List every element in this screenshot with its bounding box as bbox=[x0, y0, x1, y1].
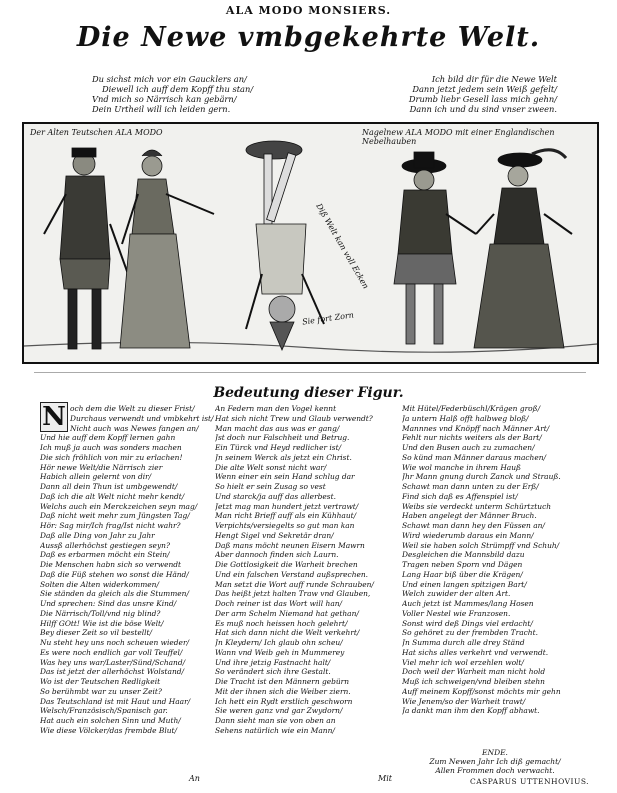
poem-line: So künd man Männer daraus machen/ bbox=[402, 452, 547, 462]
poem-line: Wie wol manche in ihrem Hauß bbox=[402, 462, 521, 472]
poem-line: Daß alle Ding von Jahr zu Jahr bbox=[40, 530, 155, 540]
poem-line: Weibs sie verdeckt unterm Schürtztuch bbox=[402, 501, 552, 511]
poem-line: Aussß allerhöchst gestiegen seyn? bbox=[40, 540, 170, 550]
drop-cap-initial: N bbox=[40, 402, 68, 432]
poem-line: Mit Hütel/Federbüschl/Krägen groß/ bbox=[402, 404, 541, 413]
poem-line: Daß es erbarmen möcht ein Stein/ bbox=[40, 550, 170, 560]
poem-line: Und hie auff dem Kopff lernen gahn bbox=[40, 433, 176, 443]
poem-line: Habich allein gelernt von dir/ bbox=[40, 472, 152, 482]
engraving-panel bbox=[22, 122, 599, 364]
poem-line: Wann vnd Weib geh in Mummerey bbox=[215, 647, 345, 657]
poem-line: Haben angelegt der Männer Bruch. bbox=[402, 511, 537, 521]
poem-line: Nu steht hey uns noch scheuen wieder/ bbox=[40, 638, 190, 647]
poem-line: Der arm Schelm Niemand hat gethan/ bbox=[215, 608, 359, 618]
poem-line: Schawt man dann hey den Füssen an/ bbox=[402, 521, 545, 530]
poem-line: Welchs auch ein Merckzeichen seyn mag/ bbox=[40, 501, 198, 511]
section-title: Bedeutung dieser Figur. bbox=[213, 385, 404, 401]
colophon-line: Allen Frommen doch verwacht. bbox=[435, 766, 555, 775]
poem-line: Doch weil der Warheit man nicht hold bbox=[402, 667, 546, 677]
engraving-label-center: Diß Welt kan voll Ecken bbox=[314, 202, 371, 291]
poem-line: Solten die Alten widerkommen/ bbox=[40, 579, 159, 589]
verse-line: Vnd mich so Närrisch kan gebärn/ bbox=[92, 94, 237, 104]
poem-line: Ein Türck vnd Heyd redlicher ist/ bbox=[215, 443, 342, 452]
poem-line: Und ihre jetzig Fastnacht halt/ bbox=[215, 657, 331, 667]
poem-line: Weil sie haben solch Strümpff vnd Schuh/ bbox=[402, 540, 560, 550]
poem-line: Es muß noch heissen hoch gelehrt/ bbox=[215, 618, 348, 628]
poem-line: So verändert sich ihre Gestalt. bbox=[215, 667, 331, 677]
poem-line: Auch jetzt ist Mammes/lang Hosen bbox=[402, 599, 534, 608]
poem-line: Viel mehr ich wol erzehlen wolt/ bbox=[402, 657, 524, 667]
poem-line: Auff meinem Kopff/sonst möchts mir gehn bbox=[402, 686, 561, 696]
poem-line: Wenn einer ein sein Hand schlug dar bbox=[215, 472, 355, 482]
poem-line: Wie diese Völcker/das frembde Blut/ bbox=[40, 725, 178, 735]
poem-line: Und ein falschen Verstand außsprechen. bbox=[215, 569, 369, 579]
poem-line: Was hey uns war/Laster/Sünd/Schand/ bbox=[40, 657, 186, 667]
poem-line: och dem die Welt zu dieser Frist/ bbox=[70, 404, 195, 413]
poem-line: Bey dieser Zeit so vil bestellt/ bbox=[40, 628, 153, 638]
poem-line: Die alte Welt sonst nicht war/ bbox=[215, 462, 327, 472]
old-german-woman-figure bbox=[120, 150, 214, 348]
poem-line: Durchaus verwendt und vmbkehrt ist/ bbox=[70, 413, 214, 423]
poem-line: An Federn man den Vogel kennt bbox=[215, 404, 337, 413]
header-subtitle: ALA MODO MONSIERS. bbox=[225, 4, 392, 17]
poem-line: Jn Kleydern/ Ich glaub ohn scheu/ bbox=[215, 638, 343, 647]
poem-line: Find sich daß es Affenspiel ist/ bbox=[402, 491, 518, 501]
fashion-woman-figure bbox=[474, 150, 572, 348]
verse-right bbox=[377, 74, 557, 114]
catchword-right: Mit bbox=[378, 774, 392, 783]
poem-line: Voller Nestel wie Franzosen. bbox=[402, 608, 511, 618]
poem-line: Schawt man dann unten zu der Erß/ bbox=[402, 482, 539, 491]
text-column-2 bbox=[215, 404, 401, 736]
poem-line: Hör newe Welt/die Närrisch zier bbox=[40, 462, 163, 472]
poem-line: Verpichts/versiegelts so gut man kan bbox=[215, 521, 355, 530]
poem-line: Die Tracht ist den Männern gebürn bbox=[215, 677, 350, 686]
colophon-line: ENDE. bbox=[482, 748, 508, 757]
poem-line: Mannnes vnd Knöpff nach Männer Art/ bbox=[402, 423, 550, 433]
poem-line: Das ist jetzt der allerhöchst Wolstand/ bbox=[40, 667, 185, 677]
poem-line: Ja dankt man ihm den Kopff abhawt. bbox=[402, 706, 540, 716]
poem-line: Die sich fröhlich von mir zu erlachen! bbox=[40, 452, 183, 462]
poem-line: Daß nicht weit mehr zum Jüngsten Tag/ bbox=[40, 511, 190, 521]
verse-left bbox=[92, 74, 252, 114]
poem-line: Die Menschen habn sich so verwendt bbox=[40, 560, 182, 569]
poem-line: Sie ständen da gleich als die Stummen/ bbox=[40, 589, 189, 599]
poem-line: Nicht auch was Newes fangen an/ bbox=[70, 423, 199, 433]
poem-line: Sehens natürlich wie ein Mann/ bbox=[215, 725, 335, 735]
poem-line: Lang Haar biß über die Krägen/ bbox=[402, 569, 523, 579]
poem-line: Wo ist der Teutschen Redligkeit bbox=[40, 677, 161, 686]
engraving-label-right: Nagelnew ALA MODO mit einer Englandischen Nebelhauben bbox=[362, 128, 555, 146]
poem-line: Jst doch nur Falschheit und Betrug. bbox=[215, 433, 350, 443]
poem-line: Tragen neben Sporn vnd Dägen bbox=[402, 560, 523, 569]
poem-line: Ich muß ja auch was sonders machen bbox=[40, 443, 182, 452]
engraving-label-bottom: Sie fort Zorn bbox=[301, 310, 355, 327]
catchword-left: An bbox=[189, 774, 200, 783]
poem-line: Sie weren ganz vnd gar Zwydorn/ bbox=[215, 706, 343, 716]
poem-line: Ich hett ein Rydt erstlich geschworn bbox=[215, 696, 353, 706]
poem-line: Und einen langen spitzigen Bart/ bbox=[402, 579, 527, 589]
verse-line: Diewell ich auff dem Kopff thu stan/ bbox=[102, 84, 254, 94]
divider-line bbox=[34, 372, 586, 373]
poem-line: Das Teutschland ist mit Haut und Haar/ bbox=[40, 696, 191, 706]
colophon bbox=[402, 748, 588, 775]
poem-line: Muß ich schweigen/vnd bleiben stehn bbox=[402, 677, 545, 686]
poem-line: Ja untern Halß offt halbweg bloß/ bbox=[402, 413, 529, 423]
text-column-1 bbox=[40, 404, 216, 736]
fashion-man-figure bbox=[394, 152, 476, 344]
header-title: Die Newe vmbgekehrte Welt. bbox=[76, 22, 541, 53]
poem-line: Hengt Sigel vnd Sekretär dran/ bbox=[215, 530, 334, 540]
poem-line: Hat auch ein solchen Sinn und Muth/ bbox=[40, 716, 181, 725]
verse-line: Dann jetzt jedem sein Weiß gefelt/ bbox=[412, 84, 557, 94]
poem-line: Man richt Brieff auff als ein Kühhaut/ bbox=[215, 511, 357, 521]
poem-line: Hat sich nicht Trew und Glaub verwendt? bbox=[215, 413, 373, 423]
colophon-line: Zum Newen Jahr Ich diß gemacht/ bbox=[429, 757, 561, 766]
poem-line: Hör: Sag mir/Ich frag/Ist nicht wahr? bbox=[40, 521, 181, 530]
poem-line: Jetzt mag man hundert jetzt vertrawt/ bbox=[215, 501, 359, 511]
old-german-man-figure bbox=[44, 148, 128, 349]
poem-line: So gehöret zu der frembden Tracht. bbox=[402, 628, 538, 638]
poem-line: Wird wiederumb daraus ein Mann/ bbox=[402, 530, 534, 540]
poem-line: So berühmbt war zu unser Zeit? bbox=[40, 686, 162, 696]
poem-line: Jhr Mann gnung durch Zanck und Strauß. bbox=[402, 472, 561, 482]
poem-line: Welch zuwider der alten Art. bbox=[402, 589, 511, 599]
poem-line: Hilff GOtt! Wie ist die böse Welt/ bbox=[40, 618, 164, 628]
poem-line: Und den Busen auch zu zumachen/ bbox=[402, 443, 535, 452]
poem-line: Das heißt jetzt halten Traw vnd Glauben, bbox=[215, 589, 371, 599]
poem-line: Die Gottlosigkeit die Warheit brechen bbox=[215, 560, 358, 569]
poem-line: Welsch/Französisch/Spanisch gar. bbox=[40, 706, 168, 716]
poem-line: Fehlt nur nichts weiters als der Bart/ bbox=[402, 433, 542, 443]
engraving-label-left: Der Alten Teutschen ALA MODO bbox=[30, 128, 163, 137]
poem-line: Es were noch endlich gar voll Teuffel/ bbox=[40, 647, 183, 657]
poem-line: Und sprechen: Sind das unsre Kind/ bbox=[40, 599, 177, 608]
poem-line: Dann sieht man sie von oben an bbox=[215, 716, 336, 725]
poem-line: Hat sichs alles verkehrt vnd verwendt. bbox=[402, 647, 549, 657]
poem-line: Man setzt die Wort auff runde Schrauben/ bbox=[215, 579, 374, 589]
poem-line: Mit der ihnen sich die Weiber ziern. bbox=[215, 686, 351, 696]
author-signature: CASPARUS UTTENHOVIUS. bbox=[470, 777, 590, 786]
poem-line: Desgleichen die Mannsbild dazu bbox=[402, 550, 525, 560]
poem-line: Dann all dein Thun ist umbgewendt/ bbox=[40, 482, 178, 491]
poem-line: Daß ich die alt Welt nicht mehr kendt/ bbox=[40, 491, 185, 501]
poem-line: Sonst wird deß Dings viel erdacht/ bbox=[402, 618, 533, 628]
verse-line: Dein Urtheil will ich leiden gern. bbox=[92, 104, 231, 114]
engraving-illustration bbox=[24, 124, 597, 362]
poem-line: Jn seinem Werck als jetzt ein Christ. bbox=[215, 452, 352, 462]
poem-line: Hat sich dann nicht die Welt verkehrt/ bbox=[215, 628, 360, 638]
verse-line: Drumb liebr Gesell lass mich gehn/ bbox=[408, 94, 557, 104]
poem-line: So hielt er sein Zusag so vest bbox=[215, 482, 326, 491]
poem-line: Aber dannoch finden sich Laurn. bbox=[215, 550, 339, 560]
poem-line: Jn Summa durch alle drey Ständ bbox=[402, 638, 525, 647]
verse-line: Ich bild dir für die Newe Welt bbox=[431, 74, 557, 84]
poem-line: Die Närrisch/Toll/vnd nig blind? bbox=[40, 608, 161, 618]
poem-line: Daß mans möcht neunen Eisern Mawrn bbox=[215, 540, 365, 550]
poem-line: Und starck/ja auff das allerbest. bbox=[215, 491, 336, 501]
verse-line: Dann ich und du sind vnser zween. bbox=[409, 104, 557, 114]
upside-down-man-figure bbox=[246, 141, 324, 350]
poem-line: Doch reiner ist das Wort will han/ bbox=[215, 599, 343, 608]
verse-line: Du sichst mich vor ein Gaucklers an/ bbox=[92, 74, 247, 84]
poem-line: Wie Jenem/so der Warheit trawt/ bbox=[402, 696, 526, 706]
text-column-3 bbox=[402, 404, 588, 716]
poem-line: Daß die Füß stehen wo sonst die Händ/ bbox=[40, 569, 189, 579]
poem-line: Man macht das aus was er gang/ bbox=[215, 423, 340, 433]
